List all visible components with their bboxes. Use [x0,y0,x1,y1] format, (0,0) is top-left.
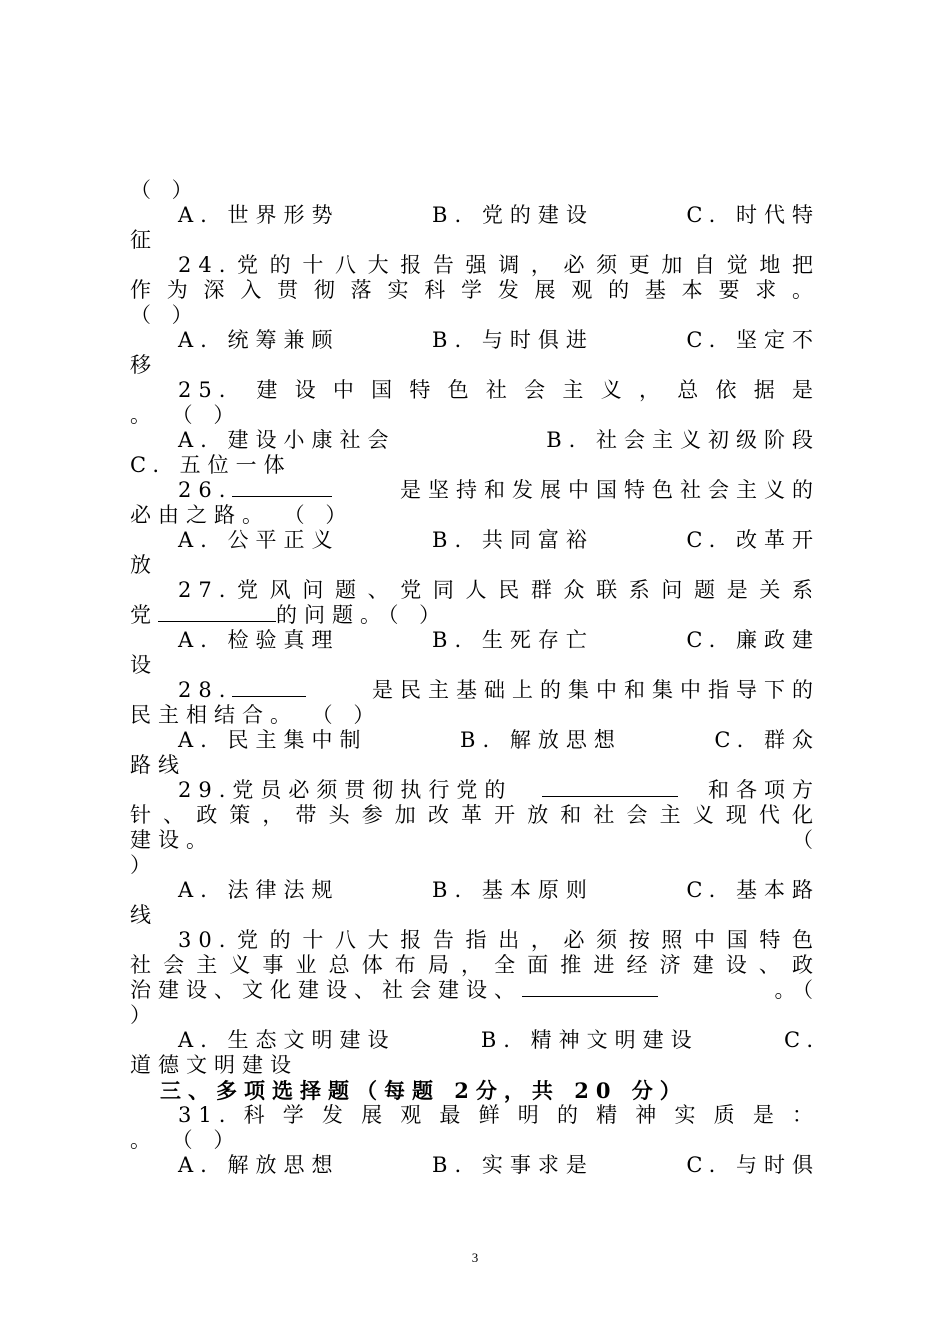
text-line: 放 [130,553,158,577]
option-a: A. 民主集中制 [178,728,368,752]
question-29-line3: 建设。 （ [130,828,820,852]
question-26-line1 [178,478,820,503]
option-c: C. 时代特 [686,203,820,227]
question-text: 是坚持和发展中国特色社会主义的 [400,478,820,502]
option-b: B. 基本原则 [432,878,594,902]
option-c: C. 与时俱 [686,1153,820,1177]
text-line: 移 [130,353,158,377]
q29-options [178,878,820,903]
text-line: 征 [130,228,158,252]
question-number: 28. [178,678,306,703]
question-30-line3: 治建设、文化建设、社会建设、 。（ [130,978,820,1002]
option-a: A. 检验真理 [178,628,340,652]
question-27-line1: 27.党风问题、党同人民群众联系问题是关系 [178,578,820,602]
question-30-line2: 社会主义事业总体布局，全面推进经济建设、政 [130,953,820,977]
option-c: C. 改革开 [686,528,820,552]
fill-blank [232,678,306,697]
q31-options [178,1153,820,1178]
option-b: B. 社会主义初级阶段 [546,428,820,452]
question-text: 是民主基础上的集中和集中指导下的 [372,678,820,702]
page-number: 3 [471,1250,479,1265]
option-b: B. 实事求是 [432,1153,594,1177]
option-a: A. 世界形势 [178,203,340,227]
question-29-line2: 针、政策，带头参加改革开放和社会主义现代化 [130,803,820,827]
question-29-line1: 29.党员必须贯彻执行党的 和各项方 [178,778,820,802]
q28-options [178,728,820,753]
option-b: B. 精神文明建设 [480,1028,699,1052]
option-b: B. 共同富裕 [432,528,594,552]
text-line: 设 [130,653,158,677]
q23-options [178,203,820,228]
option-b: B. 党的建设 [432,203,594,227]
option-c: C. [784,1028,820,1052]
option-a: A. 生态文明建设 [178,1028,396,1052]
question-24-line1: 24.党的十八大报告强调，必须更加自觉地把 [178,253,820,277]
text-line: ） [130,1003,158,1027]
option-b: B. 生死存亡 [432,628,594,652]
answer-paren: （ ） [130,303,200,327]
fill-blank [232,478,332,497]
option-c: C. 坚定不 [686,328,820,352]
option-a: A. 解放思想 [178,1153,340,1177]
text-line: ） [130,853,158,877]
question-24-line2: 作为深入贯彻落实科学发展观的基本要求。 [130,278,820,302]
q30-options [178,1028,820,1053]
question-25-line2: 。 （ ） [130,403,242,427]
question-31-line1: 31.科学发展观最鲜明的精神实质是： [178,1103,820,1127]
option-b: B. 解放思想 [460,728,622,752]
fill-blank [542,778,678,797]
option-a: A. 统筹兼顾 [178,328,340,352]
text-line: 道德文明建设 [130,1053,298,1077]
question-28-line1 [178,678,820,703]
text-line: C. 五位一体 [130,453,292,477]
option-c: C. 群众 [714,728,820,752]
option-b: B. 与时俱进 [432,328,594,352]
q24-options [178,328,820,353]
q25-options [178,428,820,453]
question-number: 26. [178,478,332,503]
option-c: C. 廉政建 [686,628,820,652]
question-28-line2: 民主相结合。 （ ） [130,703,382,727]
question-31-line2: 。 （ ） [130,1128,242,1152]
fill-blank [522,978,658,997]
section-heading: 三、多项选择题（每题 2分，共 20 分） [160,1078,688,1103]
fill-blank [158,603,276,622]
text-line: （ ） [130,178,200,202]
option-a: A. 法律法规 [178,878,340,902]
text-line: 线 [130,903,158,927]
question-27-line2: 党 的问题。（ ） [130,603,448,627]
option-a: A. 建设小康社会 [178,428,396,452]
option-a: A. 公平正义 [178,528,340,552]
q26-options [178,528,820,553]
text-line: 路线 [130,753,186,777]
option-c: C. 基本路 [686,878,820,902]
q27-options [178,628,820,653]
question-30-line1: 30.党的十八大报告指出，必须按照中国特色 [178,928,820,952]
question-26-line2: 必由之路。 （ ） [130,503,354,527]
question-25-line1: 25. 建设中国特色社会主义，总依据是 [178,378,820,402]
